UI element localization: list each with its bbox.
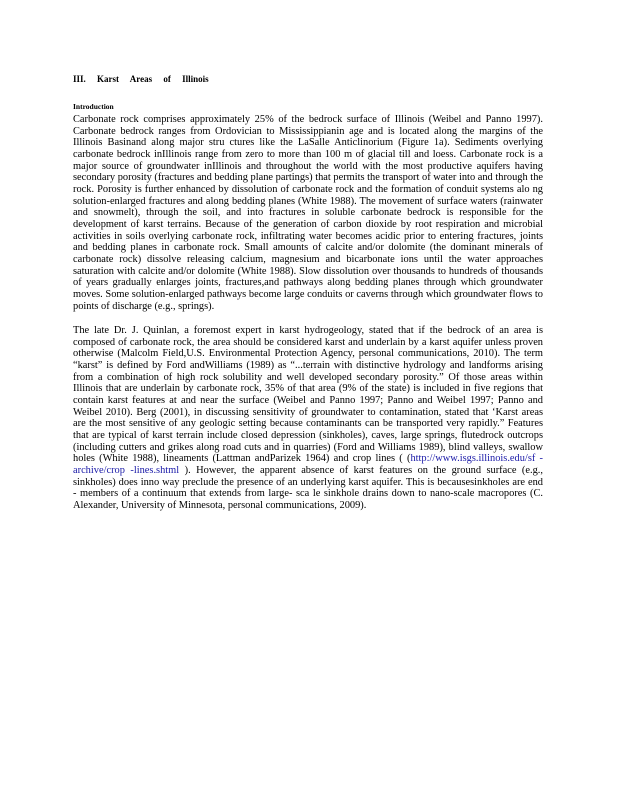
paragraph-karst-definition [73,325,543,512]
paragraph-text-before-link: The late Dr. J. Quinlan, a foremost expert in karst hydrogeology, stated that if the bedrock of an area is composed of carbonate rock, the area should be considered karst and underlain by a karst aquifer unless proven otherwise (Malcolm Field,U.S. Environmental Protection Agency, personal communications, 2010). The term “karst” is defined by Ford andWilliams (1989) as “...terrain with distinctive hydrology and landforms arising from a combination of high rock solubility and well developed secondary porosity.” Of those areas within Illinois that are underlain by carbonate rock, 35% of that area (9% of the state) is included in five regions that contain karst features at and near the surface (Weibel and Panno 1997; Panno and Weibel 1997; Panno and Weibel 2010). Berg (2001), in discussing sensitivity of groundwater to contamination, stated that ‘Karst areas are the most sensitive of any geologic setting because contaminants can be transported very rapidly.” Features that are typical of karst terrain include closed depression (sinkholes), caves, large springs, flutedrock outcrops (including cutters and grikes along road cuts and in quarries) (Ford and Williams 1989), blind valleys, swallow holes (White 1988), lineaments (Lattman andParizek 1964) and crop lines ( ( [73,325,543,465]
paragraph-text-after-link: ). However, the apparent absence of karst features on the ground surface (e.g., sinkholes) does inno way preclude the presence of an underlying karst aquifer. This is becausesinkholes are end - members of a continuum that extends from large- sca le sinkhole drains down to nano-scale macropores (C. Alexander, University of Minnesota, personal communications, 2009). [73,465,543,511]
document-page [73,74,543,512]
paragraph-carbonate-rock: Carbonate rock comprises approximately 25% of the bedrock surface of Illinois (Weibel and Panno 1997). Carbonate bedrock ranges from Ordovician to Mississippianin age and is located along the margins of the Illinois Basinand along major stru ctures like the LaSalle Anticlinorium (Figure 1a). Sediments overlying carbonate bedrock inIllinois range from zero to more than 100 m of glacial till and loess. Carbonate rock is a major source of groundwater inIllinois and throughout the world with the most productive aquifers having secondary porosity (fractures and bedding plane partings) that permits the transport of water into and through the rock. Porosity is further enhanced by dissolution of carbonate rock and the formation of conduit systems alo ng solution-enlarged fractures and along bedding planes (White 1988). The movement of surface waters (rainwater and snowmelt), through the soil, and into fractures in soluble carbonate bedrock is responsible for the development of karst terrains. Because of the generation of carbon dioxide by root respiration and microbial activities in soils overlying carbonate rock, infiltrating water becomes acidic prior to entering fractures, joints and bedding planes in carbonate rock. Small amounts of calcite and/or dolomite (the dominant minerals of carbonate rock) dissolve releasing calcium, magnesium and bicarbonate ions until the water approaches saturation with calcite and/or dolomite (White 1988). Slow dissolution over thousands to hundreds of thousands of years gradually enlarges joints, fractures,and pathways along bedding planes through which groundwater moves. Some solution-enlarged pathways become large conduits or caverns through which groundwater flows to points of discharge (e.g., springs). [73,114,543,312]
introduction-subheading: Introduction [73,102,114,111]
section-heading: III. Karst Areas of Illinois [73,74,209,84]
crop-lines-link[interactable]: http://www.isgs.illinois.edu/sf - archive/crop -lines.shtml [73,453,543,477]
